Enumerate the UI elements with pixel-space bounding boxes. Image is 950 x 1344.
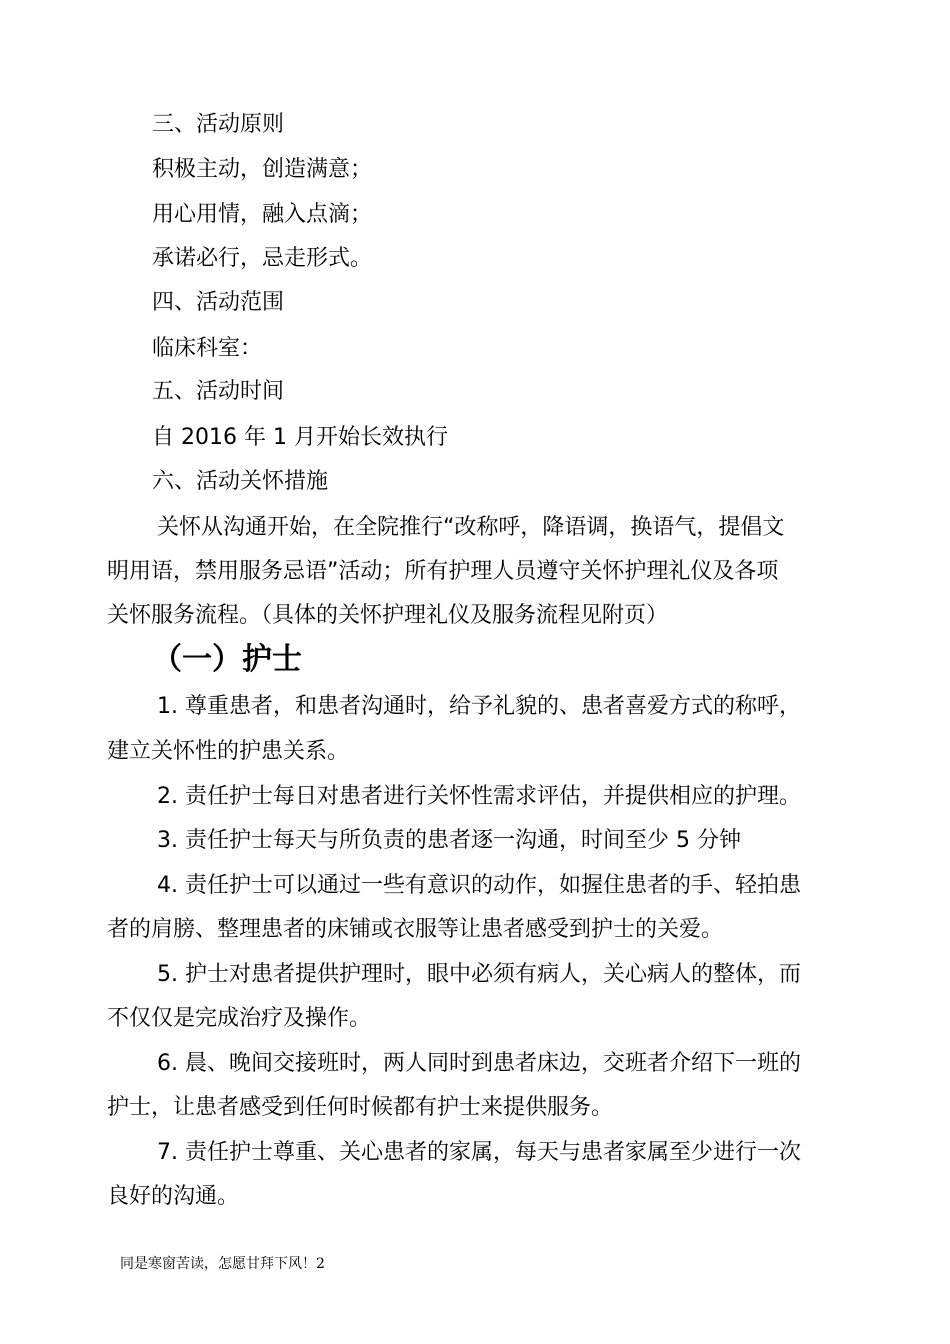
nurse-item-line: 良好的沟通。 <box>107 1184 240 1209</box>
measures-paragraph-line: 关怀服务流程。（具体的关怀护理礼仪及服务流程见附页） <box>107 603 669 628</box>
page-footer: 同是寒窗苦读，怎愿甘拜下风！2 <box>120 1256 325 1272</box>
time-item: 自 2016 年 1 月开始长效执行 <box>152 425 448 450</box>
sub-heading-nurse: （一）护士 <box>152 642 302 677</box>
nurse-item-line: 不仅仅是完成治疗及操作。 <box>107 1006 372 1031</box>
nurse-item-line: 护士，让患者感受到任何时候都有护士来提供服务。 <box>107 1095 614 1120</box>
nurse-item-line: 2. 责任护士每日对患者进行关怀性需求评估，并提供相应的护理。 <box>157 784 801 809</box>
nurse-item-line: 5. 护士对患者提供护理时，眼中必须有病人，关心病人的整体，而 <box>157 962 801 987</box>
nurse-item-line: 4. 责任护士可以通过一些有意识的动作，如握住患者的手、轻拍患 <box>157 873 801 898</box>
section-heading-time: 五、活动时间 <box>152 379 285 404</box>
nurse-item-line: 者的肩膀、整理患者的床铺或衣服等让患者感受到护士的关爱。 <box>107 917 724 942</box>
nurse-item-line: 建立关怀性的护患关系。 <box>107 739 350 764</box>
nurse-item-line: 7. 责任护士尊重、关心患者的家属，每天与患者家属至少进行一次 <box>157 1140 801 1165</box>
measures-paragraph-line: 关怀从沟通开始，在全院推行“改称呼，降语调，换语气，提倡文 <box>157 515 785 540</box>
section-heading-scope: 四、活动范围 <box>152 290 285 315</box>
nurse-item-line: 1. 尊重患者，和患者沟通时，给予礼貌的、患者喜爱方式的称呼， <box>157 694 801 719</box>
principle-item: 承诺必行，忌走形式。 <box>152 246 373 271</box>
principle-item: 积极主动，创造满意； <box>152 157 373 182</box>
principle-item: 用心用情，融入点滴； <box>152 202 373 227</box>
scope-item: 临床科室： <box>152 336 263 361</box>
measures-paragraph-line: 明用语，禁用服务忌语”活动；所有护理人员遵守关怀护理礼仪及各项 <box>107 559 779 584</box>
section-heading-principles: 三、活动原则 <box>152 112 285 137</box>
section-heading-measures: 六、活动关怀措施 <box>152 469 329 494</box>
nurse-item-line: 3. 责任护士每天与所负责的患者逐一沟通，时间至少 5 分钟 <box>157 828 741 853</box>
nurse-item-line: 6. 晨、晚间交接班时，两人同时到患者床边，交班者介绍下一班的 <box>157 1051 801 1076</box>
